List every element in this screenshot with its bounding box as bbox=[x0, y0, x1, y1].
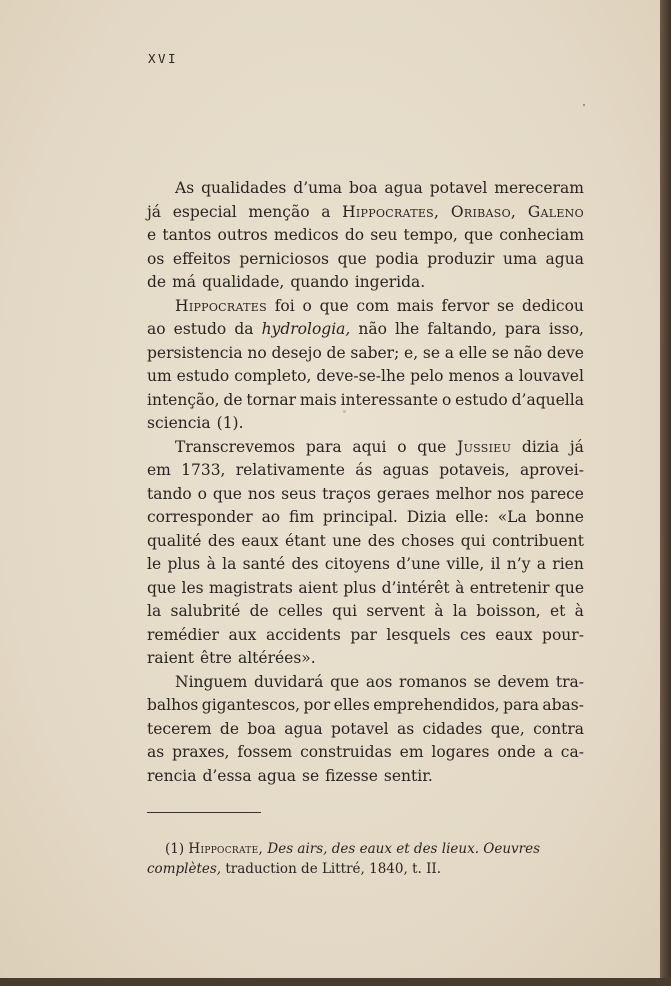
word: lesquels bbox=[386, 625, 451, 644]
word: romanos bbox=[399, 672, 467, 691]
text-line bbox=[147, 248, 584, 272]
word: dizia bbox=[521, 437, 560, 456]
word: seus bbox=[281, 484, 317, 503]
word: para bbox=[504, 320, 541, 338]
word: o bbox=[197, 484, 207, 503]
word: (1). bbox=[216, 414, 244, 432]
word: altérées». bbox=[237, 649, 316, 667]
word: à bbox=[455, 578, 465, 597]
footnote-line bbox=[147, 839, 584, 859]
word: mais bbox=[299, 390, 337, 409]
word: qualidades bbox=[201, 179, 287, 197]
word: ás bbox=[355, 461, 373, 479]
word: étant bbox=[284, 531, 326, 550]
word: rien bbox=[552, 555, 584, 573]
footnote-segment: complètes, bbox=[147, 861, 222, 877]
word: qui bbox=[460, 531, 486, 550]
word: a bbox=[321, 202, 331, 221]
word: As bbox=[175, 179, 195, 197]
word: tempo, bbox=[403, 226, 458, 244]
paragraph bbox=[147, 177, 584, 295]
word: uma bbox=[503, 249, 537, 268]
word: isso, bbox=[548, 320, 584, 338]
word: desejo bbox=[271, 343, 322, 362]
word: completo, bbox=[234, 367, 312, 385]
word: fizesse bbox=[325, 766, 378, 785]
word: et bbox=[549, 602, 566, 620]
word: menos bbox=[448, 367, 500, 385]
word: tornar bbox=[246, 390, 296, 409]
text-line bbox=[147, 506, 584, 530]
word: logares bbox=[431, 743, 490, 761]
word: la bbox=[222, 555, 237, 573]
word: aguas bbox=[382, 461, 429, 479]
word: a bbox=[444, 343, 455, 362]
word: potaveis, bbox=[439, 461, 510, 479]
word: persistencia bbox=[147, 343, 243, 362]
word: perniciosos bbox=[239, 249, 330, 268]
word: tantos bbox=[162, 226, 212, 244]
word: para bbox=[305, 437, 342, 456]
word: aos bbox=[365, 672, 393, 691]
text-line bbox=[147, 718, 584, 742]
text-line bbox=[147, 577, 584, 601]
word: saber; bbox=[350, 343, 400, 362]
word: estudo bbox=[173, 320, 227, 338]
word: de bbox=[326, 343, 346, 362]
word: à bbox=[434, 602, 444, 620]
word: hydrologia, bbox=[261, 320, 351, 338]
word: Jussieu bbox=[457, 437, 512, 456]
word: eaux bbox=[495, 625, 533, 644]
word: lhe bbox=[395, 320, 420, 338]
page-number: XVI bbox=[148, 51, 179, 66]
word: já bbox=[147, 202, 162, 221]
word: que bbox=[554, 578, 584, 597]
word: especial bbox=[172, 202, 237, 221]
word: ao bbox=[147, 320, 166, 338]
word: podia bbox=[375, 249, 419, 268]
word: para bbox=[503, 696, 539, 714]
word: Galeno bbox=[527, 202, 584, 221]
word: tra- bbox=[555, 672, 584, 691]
text-line bbox=[147, 224, 584, 248]
word: une bbox=[332, 531, 362, 550]
word: citoyens bbox=[324, 555, 390, 573]
page-edge bbox=[660, 0, 671, 986]
word: magistrats bbox=[209, 578, 293, 597]
word: servent bbox=[366, 602, 426, 620]
word: nos bbox=[497, 484, 525, 503]
word: santé bbox=[242, 555, 286, 573]
word: emprehendidos, bbox=[373, 696, 500, 714]
word: la bbox=[452, 602, 468, 620]
text-line bbox=[147, 624, 584, 648]
word: tando bbox=[147, 484, 192, 503]
paragraph bbox=[147, 436, 584, 671]
word: aient bbox=[298, 578, 338, 597]
word: que, bbox=[490, 719, 525, 738]
word: sciencia bbox=[147, 414, 211, 432]
word: rencia bbox=[147, 766, 197, 785]
word: que bbox=[330, 672, 360, 691]
word: má bbox=[172, 273, 197, 291]
word: fervor bbox=[441, 296, 490, 315]
word: d’aquella bbox=[511, 390, 584, 409]
word: qui bbox=[332, 602, 358, 620]
word: boa bbox=[247, 719, 276, 738]
word: qualidade, bbox=[202, 273, 285, 291]
paragraph bbox=[147, 671, 584, 789]
word: a bbox=[504, 367, 514, 385]
word: d’une bbox=[396, 555, 441, 573]
word: não bbox=[358, 320, 387, 338]
word: não bbox=[513, 343, 543, 362]
footnote-segment: traduction de Littré, 1840, t. II. bbox=[221, 861, 442, 877]
word: se bbox=[491, 343, 509, 362]
word: elles bbox=[333, 696, 370, 714]
word: faltando, bbox=[427, 320, 497, 338]
word: que bbox=[319, 296, 349, 315]
text-line bbox=[147, 530, 584, 554]
word: se bbox=[302, 766, 320, 785]
page-bottom-edge bbox=[0, 978, 671, 986]
word: de bbox=[223, 390, 243, 409]
word: pour- bbox=[542, 625, 584, 644]
paragraph bbox=[147, 295, 584, 436]
word: relativamente bbox=[235, 461, 345, 479]
word: com bbox=[356, 296, 390, 315]
text-line bbox=[147, 436, 584, 460]
word: boa bbox=[348, 179, 378, 197]
word: à bbox=[206, 555, 216, 573]
word: onde bbox=[497, 743, 536, 761]
word: o bbox=[441, 390, 452, 409]
word: já bbox=[569, 437, 584, 456]
word: principal. bbox=[322, 508, 398, 526]
word: balhos bbox=[147, 696, 199, 714]
word: de bbox=[147, 273, 167, 291]
word: as bbox=[147, 743, 165, 761]
word: d’uma bbox=[293, 179, 343, 197]
word: abas- bbox=[542, 696, 584, 714]
word: la bbox=[147, 602, 162, 620]
text-line bbox=[147, 177, 584, 201]
word: agua bbox=[384, 179, 423, 197]
footnote-rule bbox=[147, 812, 261, 813]
word: seu bbox=[370, 226, 398, 244]
word: a bbox=[543, 743, 553, 761]
word: être bbox=[200, 649, 232, 667]
word: qualité bbox=[147, 531, 202, 550]
word: tecerem bbox=[147, 719, 212, 738]
word: de bbox=[249, 602, 269, 620]
word: parece bbox=[530, 484, 584, 503]
word: foi bbox=[274, 296, 295, 315]
word: des bbox=[367, 531, 395, 550]
word: interessante bbox=[340, 390, 439, 409]
footnote-segment: Hippocrate, bbox=[188, 841, 264, 857]
word: melhor bbox=[435, 484, 492, 503]
word: Hippocrates, bbox=[342, 202, 440, 221]
word: do bbox=[344, 226, 365, 244]
word: effeitos bbox=[172, 249, 231, 268]
text-line bbox=[147, 271, 584, 295]
word: salubrité bbox=[170, 602, 241, 620]
word: que bbox=[212, 484, 242, 503]
word: eaux bbox=[241, 531, 279, 550]
word: um bbox=[147, 367, 172, 385]
word: bonne bbox=[535, 508, 584, 526]
word: des bbox=[291, 555, 319, 573]
word: ao bbox=[261, 508, 281, 526]
text-line bbox=[147, 295, 584, 319]
word: plus bbox=[167, 555, 201, 573]
word: Oribaso, bbox=[450, 202, 517, 221]
word: fim bbox=[289, 508, 315, 526]
word: menção bbox=[248, 202, 310, 221]
text-line bbox=[147, 694, 584, 718]
word: se bbox=[422, 343, 441, 362]
word: em bbox=[399, 743, 424, 761]
word: agua bbox=[257, 766, 297, 785]
text-line bbox=[147, 318, 584, 342]
word: os bbox=[147, 249, 165, 268]
paper-speck bbox=[343, 410, 346, 413]
footnote-segment: (1) bbox=[165, 841, 189, 857]
word: duvidará bbox=[253, 672, 324, 691]
word: deve bbox=[546, 343, 584, 362]
word: d’intérêt bbox=[381, 578, 450, 597]
word: aqui bbox=[352, 437, 387, 456]
word: o bbox=[302, 296, 312, 315]
word: ces bbox=[460, 625, 486, 644]
word: mais bbox=[396, 296, 434, 315]
text-line bbox=[147, 412, 584, 436]
word: devem bbox=[497, 672, 550, 691]
word: produzir bbox=[427, 249, 495, 268]
footnote-segment: Des airs, des eaux et des lieux. Oeuvres bbox=[267, 841, 541, 857]
word: accidents bbox=[265, 625, 341, 644]
word: Transcrevemos bbox=[175, 437, 296, 456]
word: que bbox=[147, 578, 177, 597]
word: cidades bbox=[422, 719, 483, 738]
word: geraes bbox=[376, 484, 430, 503]
word: mereceram bbox=[494, 179, 584, 197]
word: les bbox=[181, 578, 204, 597]
word: e bbox=[147, 226, 157, 244]
word: e, bbox=[404, 343, 419, 362]
word: à bbox=[574, 602, 584, 620]
word: fossem bbox=[237, 743, 293, 761]
body-text bbox=[147, 177, 584, 788]
text-line bbox=[147, 647, 584, 671]
word: entretenir bbox=[469, 578, 550, 597]
word: potavel bbox=[330, 719, 389, 738]
word: le bbox=[147, 555, 162, 573]
text-line bbox=[147, 483, 584, 507]
word: deve-se-lhe bbox=[316, 367, 406, 385]
word: estudo bbox=[455, 390, 508, 409]
text-line bbox=[147, 342, 584, 366]
word: as bbox=[396, 719, 415, 738]
text-line bbox=[147, 459, 584, 483]
word: d’essa bbox=[202, 766, 252, 785]
text-line bbox=[147, 741, 584, 765]
word: Hippocrates bbox=[175, 296, 267, 315]
word: corresponder bbox=[147, 508, 253, 526]
word: ca- bbox=[560, 743, 584, 761]
word: dedicou bbox=[521, 296, 584, 315]
word: elle: bbox=[455, 508, 489, 526]
paper-speck bbox=[583, 104, 585, 106]
word: il bbox=[490, 555, 501, 573]
word: choses bbox=[401, 531, 455, 550]
word: remédier bbox=[147, 625, 219, 644]
word: em bbox=[147, 461, 171, 479]
word: potavel bbox=[429, 179, 488, 197]
word: de bbox=[219, 719, 240, 738]
word: agua bbox=[545, 249, 584, 268]
word: praxes, bbox=[172, 743, 230, 761]
word: que bbox=[464, 226, 494, 244]
word: o bbox=[397, 437, 407, 456]
word: que bbox=[417, 437, 447, 456]
word: boisson, bbox=[476, 602, 541, 620]
word: no bbox=[247, 343, 267, 362]
word: celles bbox=[277, 602, 323, 620]
word: Ninguem bbox=[175, 672, 248, 691]
word: n’y bbox=[506, 555, 531, 573]
word: a bbox=[536, 555, 546, 573]
word: aux bbox=[228, 625, 257, 644]
word: gigantescos, bbox=[201, 696, 301, 714]
word: elle bbox=[458, 343, 488, 362]
word: Dizia bbox=[406, 508, 447, 526]
word: da bbox=[234, 320, 254, 338]
word: intenção, bbox=[147, 390, 220, 409]
word: 1733, bbox=[181, 461, 226, 479]
word: aprovei- bbox=[519, 461, 584, 479]
word: traços bbox=[322, 484, 371, 503]
word: agua bbox=[284, 719, 323, 738]
word: se bbox=[473, 672, 491, 691]
word: ingerida. bbox=[354, 273, 426, 291]
footnote bbox=[147, 839, 584, 879]
word: ville, bbox=[446, 555, 485, 573]
word: pelo bbox=[410, 367, 444, 385]
word: conheciam bbox=[499, 226, 584, 244]
text-line bbox=[147, 365, 584, 389]
word: plus bbox=[343, 578, 377, 597]
word: construidas bbox=[300, 743, 392, 761]
word: contribuent bbox=[492, 531, 584, 550]
word: estudo bbox=[176, 367, 230, 385]
word: que bbox=[337, 249, 367, 268]
word: louvavel bbox=[518, 367, 584, 385]
word: por bbox=[303, 696, 331, 714]
footnote-line bbox=[147, 859, 584, 879]
word: sentir. bbox=[383, 766, 433, 785]
word: raient bbox=[147, 649, 194, 667]
word: «La bbox=[497, 508, 527, 526]
text-line bbox=[147, 765, 584, 789]
word: quando bbox=[290, 273, 349, 291]
word: se bbox=[497, 296, 515, 315]
word: nos bbox=[247, 484, 276, 503]
text-line bbox=[147, 201, 584, 225]
text-line bbox=[147, 553, 584, 577]
text-line bbox=[147, 389, 584, 413]
text-line bbox=[147, 600, 584, 624]
word: contra bbox=[533, 719, 584, 738]
word: outros bbox=[217, 226, 268, 244]
text-line bbox=[147, 671, 584, 695]
word: medicos bbox=[273, 226, 339, 244]
word: des bbox=[207, 531, 235, 550]
word: par bbox=[350, 625, 377, 644]
